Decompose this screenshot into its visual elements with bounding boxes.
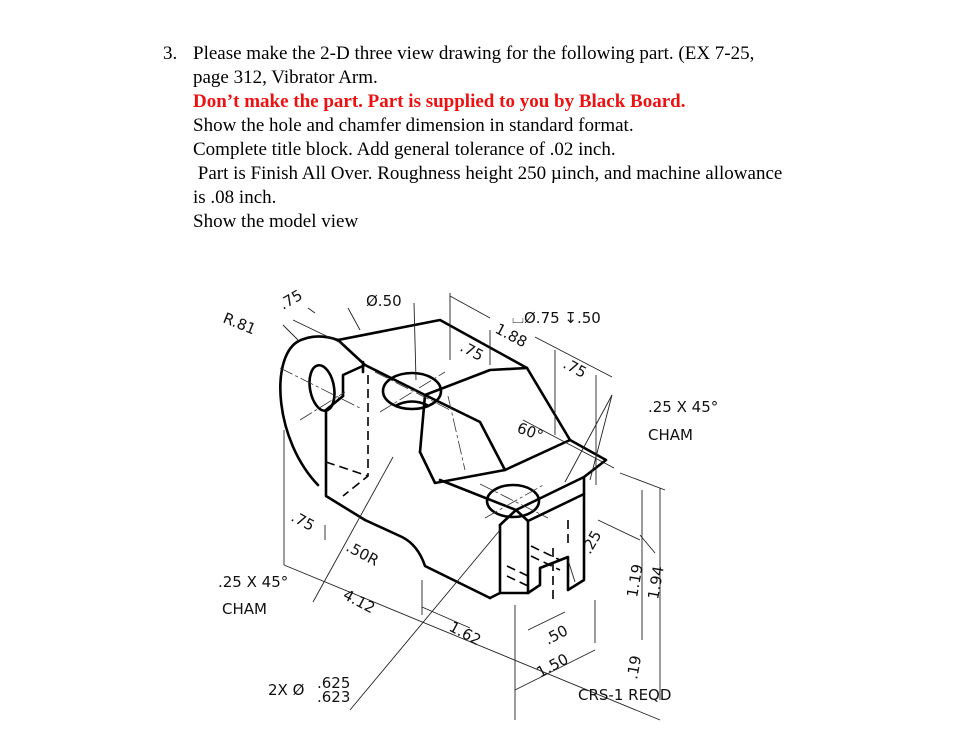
material-note: CRS-1 REQD: [578, 686, 672, 704]
part-outline: [280, 320, 606, 598]
instruction-warning: Don’t make the part. Part is supplied to you by Black Board.: [193, 91, 686, 112]
dim-hole-tol-upper: .625: [317, 674, 351, 692]
dim-counterbore: ⌴Ø.75 ↧.50: [512, 309, 601, 327]
holes: [306, 363, 539, 517]
dim-height-194: 1.94: [644, 564, 668, 601]
dim-cham-left-1: .25 X 45°: [218, 573, 289, 591]
dim-radius-50: .50R: [343, 537, 382, 570]
dim-cham-left-2: CHAM: [222, 600, 267, 618]
dim-cham-right-1: .25 X 45°: [648, 398, 719, 416]
instruction-line-5: Complete title block. Add general tolerance of .02 inch.: [193, 139, 616, 160]
dim-angle-60: 60°: [514, 418, 546, 445]
instruction-line-7: is .08 inch.: [193, 187, 277, 208]
dim-hole-50: Ø.50: [366, 292, 402, 310]
dim-hole-tol-lower: .623: [317, 688, 351, 706]
dim-slot-50: .50: [541, 621, 571, 649]
dim-top-right-75: .75: [560, 354, 590, 382]
dim-depth-25: .25: [577, 527, 606, 557]
dim-hole-tol-label: 2X Ø: [268, 681, 305, 699]
dim-length-162: 1.62: [446, 617, 485, 650]
instruction-line-4: Show the hole and chamfer dimension in standard format.: [193, 115, 634, 136]
instruction-line-6: Part is Finish All Over. Roughness height 250 µinch, and machine allowance: [193, 163, 783, 184]
dim-height-119: 1.19: [623, 562, 647, 599]
instruction-line-2: page 312, Vibrator Arm.: [193, 67, 378, 88]
question-number: 3.: [163, 43, 178, 64]
dim-top-mid-75: .75: [457, 337, 487, 365]
dim-left-75: .75: [288, 507, 318, 535]
dim-width-150: 1.50: [533, 649, 572, 682]
instruction-line-8: Show the model view: [193, 211, 359, 232]
dimension-labels: [218, 286, 718, 706]
dim-cham-right-2: CHAM: [648, 426, 693, 444]
dim-length-412: 4.12: [340, 585, 379, 618]
dim-radius-81: R.81: [220, 309, 259, 339]
instruction-line-1: Please make the 2-D three view drawing for the following part. (EX 7-25,: [193, 43, 755, 64]
dim-height-19: .19: [623, 654, 646, 681]
dim-overall-188: 1.88: [492, 319, 531, 352]
dim-top-left-75: .75: [276, 285, 306, 314]
